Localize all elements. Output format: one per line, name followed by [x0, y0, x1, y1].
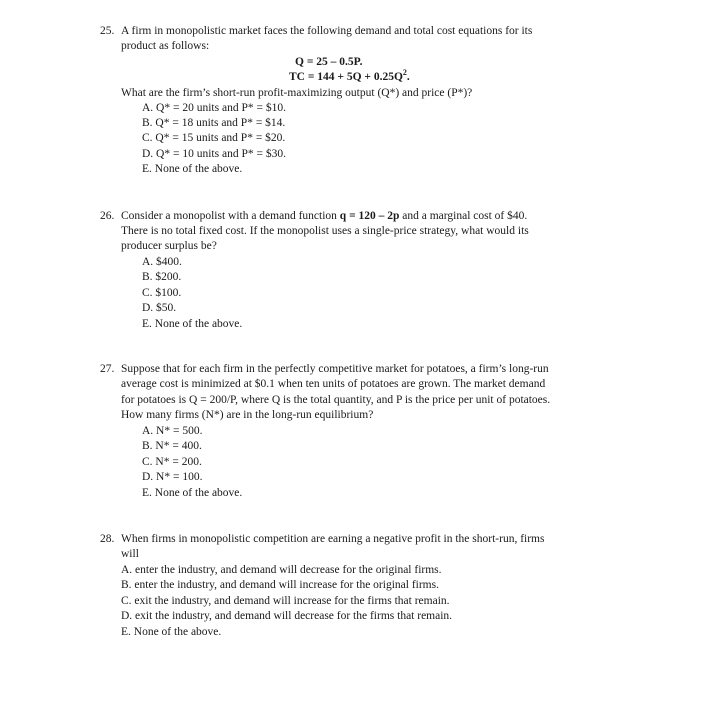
answer-option: D. N* = 100. [142, 471, 203, 483]
question-number: 26. [100, 210, 115, 222]
question-number: 27. [100, 363, 115, 375]
answer-option: B. Q* = 18 units and P* = $14. [142, 117, 286, 129]
total-cost-equation: TC = $144 + 5Q + 0.25Q^2$. [289, 68, 410, 83]
question-stem-line: producer surplus be? [121, 240, 217, 252]
question-stem-line: product as follows: [121, 40, 210, 52]
question-stem-line: will [121, 548, 139, 560]
answer-option: C. exit the industry, and demand will increase for the firms that remain. [121, 595, 450, 607]
answer-option: B. N* = 400. [142, 440, 202, 452]
question-stem-line: Consider a monopolist with a demand function q = 120 – 2p and a marginal cost of $40. [121, 210, 528, 222]
question-stem-line: How many firms (N*) are in the long-run equilibrium? [121, 409, 374, 421]
answer-option: D. $50. [142, 302, 177, 314]
question-stem-line: When firms in monopolistic competition are earning a negative profit in the short-run, firms [121, 533, 545, 545]
question-number: 28. [100, 533, 115, 545]
answer-option: E. None of the above. [121, 626, 222, 638]
answer-option: A. Q* = 20 units and P* = $10. [142, 102, 286, 114]
question-stem-line: A firm in monopolistic market faces the following demand and total cost equations for its [121, 25, 533, 37]
answer-option: C. $100. [142, 287, 182, 299]
question-stem-line: What are the firm’s short-run profit-maximizing output (Q*) and price (P*)? [121, 87, 473, 99]
answer-option: E. None of the above. [142, 163, 243, 175]
question-stem-line: average cost is minimized at $0.1 when ten units of potatoes are grown. The market demand [121, 378, 546, 390]
answer-option: B. $200. [142, 271, 182, 283]
answer-option: C. Q* = 15 units and P* = $20. [142, 132, 286, 144]
answer-option: A. N* = 500. [142, 425, 203, 437]
question-stem-line: for potatoes is Q = 200/P, where Q is the total quantity, and P is the price per unit of potatoes. [121, 394, 551, 406]
answer-option: A. $400. [142, 256, 182, 268]
question-stem-line: Suppose that for each firm in the perfectly competitive market for potatoes, a firm’s long-run [121, 363, 549, 375]
answer-option: C. N* = 200. [142, 456, 202, 468]
demand-equation: Q = 25 – 0.5P. [295, 56, 363, 68]
answer-option: D. exit the industry, and demand will decrease for the firms that remain. [121, 610, 453, 622]
answer-option: B. enter the industry, and demand will increase for the original firms. [121, 579, 439, 591]
answer-option: E. None of the above. [142, 318, 243, 330]
answer-option: E. None of the above. [142, 487, 243, 499]
answer-option: D. Q* = 10 units and P* = $30. [142, 148, 286, 160]
question-number: 25. [100, 25, 115, 37]
question-stem-line: There is no total fixed cost. If the monopolist uses a single-price strategy, what would its [121, 225, 529, 237]
answer-option: A. enter the industry, and demand will decrease for the original firms. [121, 564, 442, 576]
